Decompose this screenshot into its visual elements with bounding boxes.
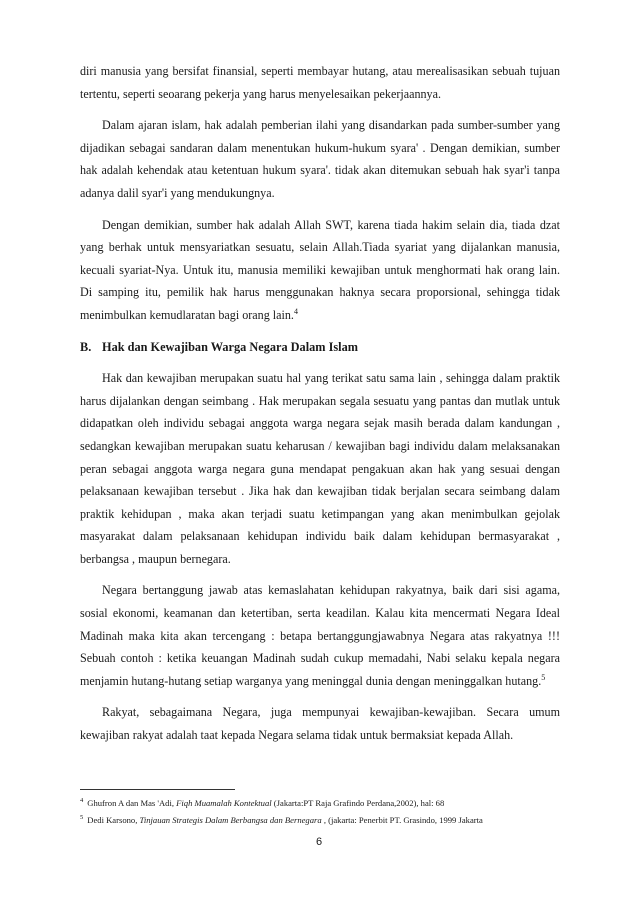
paragraph-sumber-hak: Dengan demikian, sumber hak adalah Allah SWT, karena tiada hakim selain dia, tiada dzat yang berhak untuk mensyariatkan sesuatu, selain Allah.Tiada syariat yang dijalankan manusia, kecuali syariat-Nya. Untuk itu, manusia memiliki kewajiban untuk menghormati hak orang lain. Di samping itu, pemilik hak harus menggunakan haknya secara proporsional, sehingga tidak menimbulkan kemudlaratan bagi orang lain.$^4$ [80, 217, 560, 322]
footnote-4-title: Fiqh Muamalah Kontektual [176, 798, 272, 808]
paragraph-negara: Negara bertanggung jawab atas kemaslahatan kehidupan rakyatnya, baik dari sisi agama, sosial ekonomi, keamanan dan ketertiban, serta keadilan. Kalau kita mencermati Negara Ideal Madinah maka kita akan tercengang : betapa bertanggungjawabnya Negara atas rakyatnya !!! Sebuah contoh : ketika keuangan Madinah sudah cukup memadahi, Nabi selaku kepala negara menjamin hutang-hutang setiap warganya yang meninggal dunia dengan meninggalkan hutang.$^5$ [80, 583, 560, 688]
footnote-5-title: Tinjauan Strategis Dalam Berbangsa dan Bernegara [139, 815, 322, 825]
footnote-ref-5[interactable]: 5 [541, 672, 546, 682]
paragraph-hak-dalam-islam: Dalam ajaran islam, hak adalah pemberian ilahi yang disandarkan pada sumber-sumber yang dijadikan sebagai sandaran dalam menentukan hukum-hukum syara' . Dengan demikian, sumber hak adalah kehendak atau ketentuan hukum syara'. tidak akan ditemukan sebuah hak syar'i tanpa adanya dalil syar'i yang mendukungnya. [80, 118, 560, 200]
section-letter: B. [80, 339, 92, 354]
paragraph-hak-kewajiban: Hak dan kewajiban merupakan suatu hal yang terikat satu sama lain , sehingga dalam praktik harus dijalankan dengan seimbang . Hak merupakan segala sesuatu yang pantas dan mutlak untuk didapatkan oleh individu sebagai anggota warga negara sejak masih berada dalam kandungan , sedangkan kewajiban merupakan suatu keharusan / kewajiban bagi individu dalam melaksanakan peran sebagai anggota warga negara guna mendapat pengakuan akan hak yang sesuai dengan pelaksanaan kewajiban tersebut . Jika hak dan kewajiban tidak berjalan secara seimbang dalam praktik kehidupan , maka akan terjadi suatu ketimpangan yang akan menimbulkan gejolak masyarakat dalam pelaksanaan kehidupan individu baik dalam kehidupan bermasyarakat , berbangsa , maupun bernegara. [80, 371, 560, 566]
paragraph-continuation: diri manusia yang bersifat finansial, seperti membayar hutang, atau merealisasikan sebuah tujuan tertentu, seperti seoarang pekerja yang harus menyelesaikan pekerjaannya. [80, 64, 560, 101]
footnotes [80, 795, 560, 829]
paragraph-rakyat: Rakyat, sebagaimana Negara, juga mempunyai kewajiban-kewajiban. Secara umum kewajiban rakyat adalah taat kepada Negara selama tidak untuk bermaksiat kepada Allah. [80, 705, 560, 743]
page-content [80, 60, 560, 756]
section-heading [80, 336, 560, 359]
page-number: 6 [315, 836, 323, 848]
footnote-divider [80, 789, 235, 790]
footnote-4: $^4$ Ghufron A dan Mas 'Adi, Fiqh Muamalah Kontektual (Jakarta:PT Raja Grafindo Perdana,2002), hal: 68 [80, 797, 445, 808]
section-title: Hak dan Kewajiban Warga Negara Dalam Islam [102, 339, 358, 354]
footnote-5: $^5$ Dedi Karsono, Tinjauan Strategis Dalam Berbangsa dan Bernegara , (jakarta: Penerbit PT. Grasindo, 1999 Jakarta [80, 814, 483, 825]
footnote-ref-4[interactable]: 4 [293, 306, 298, 316]
